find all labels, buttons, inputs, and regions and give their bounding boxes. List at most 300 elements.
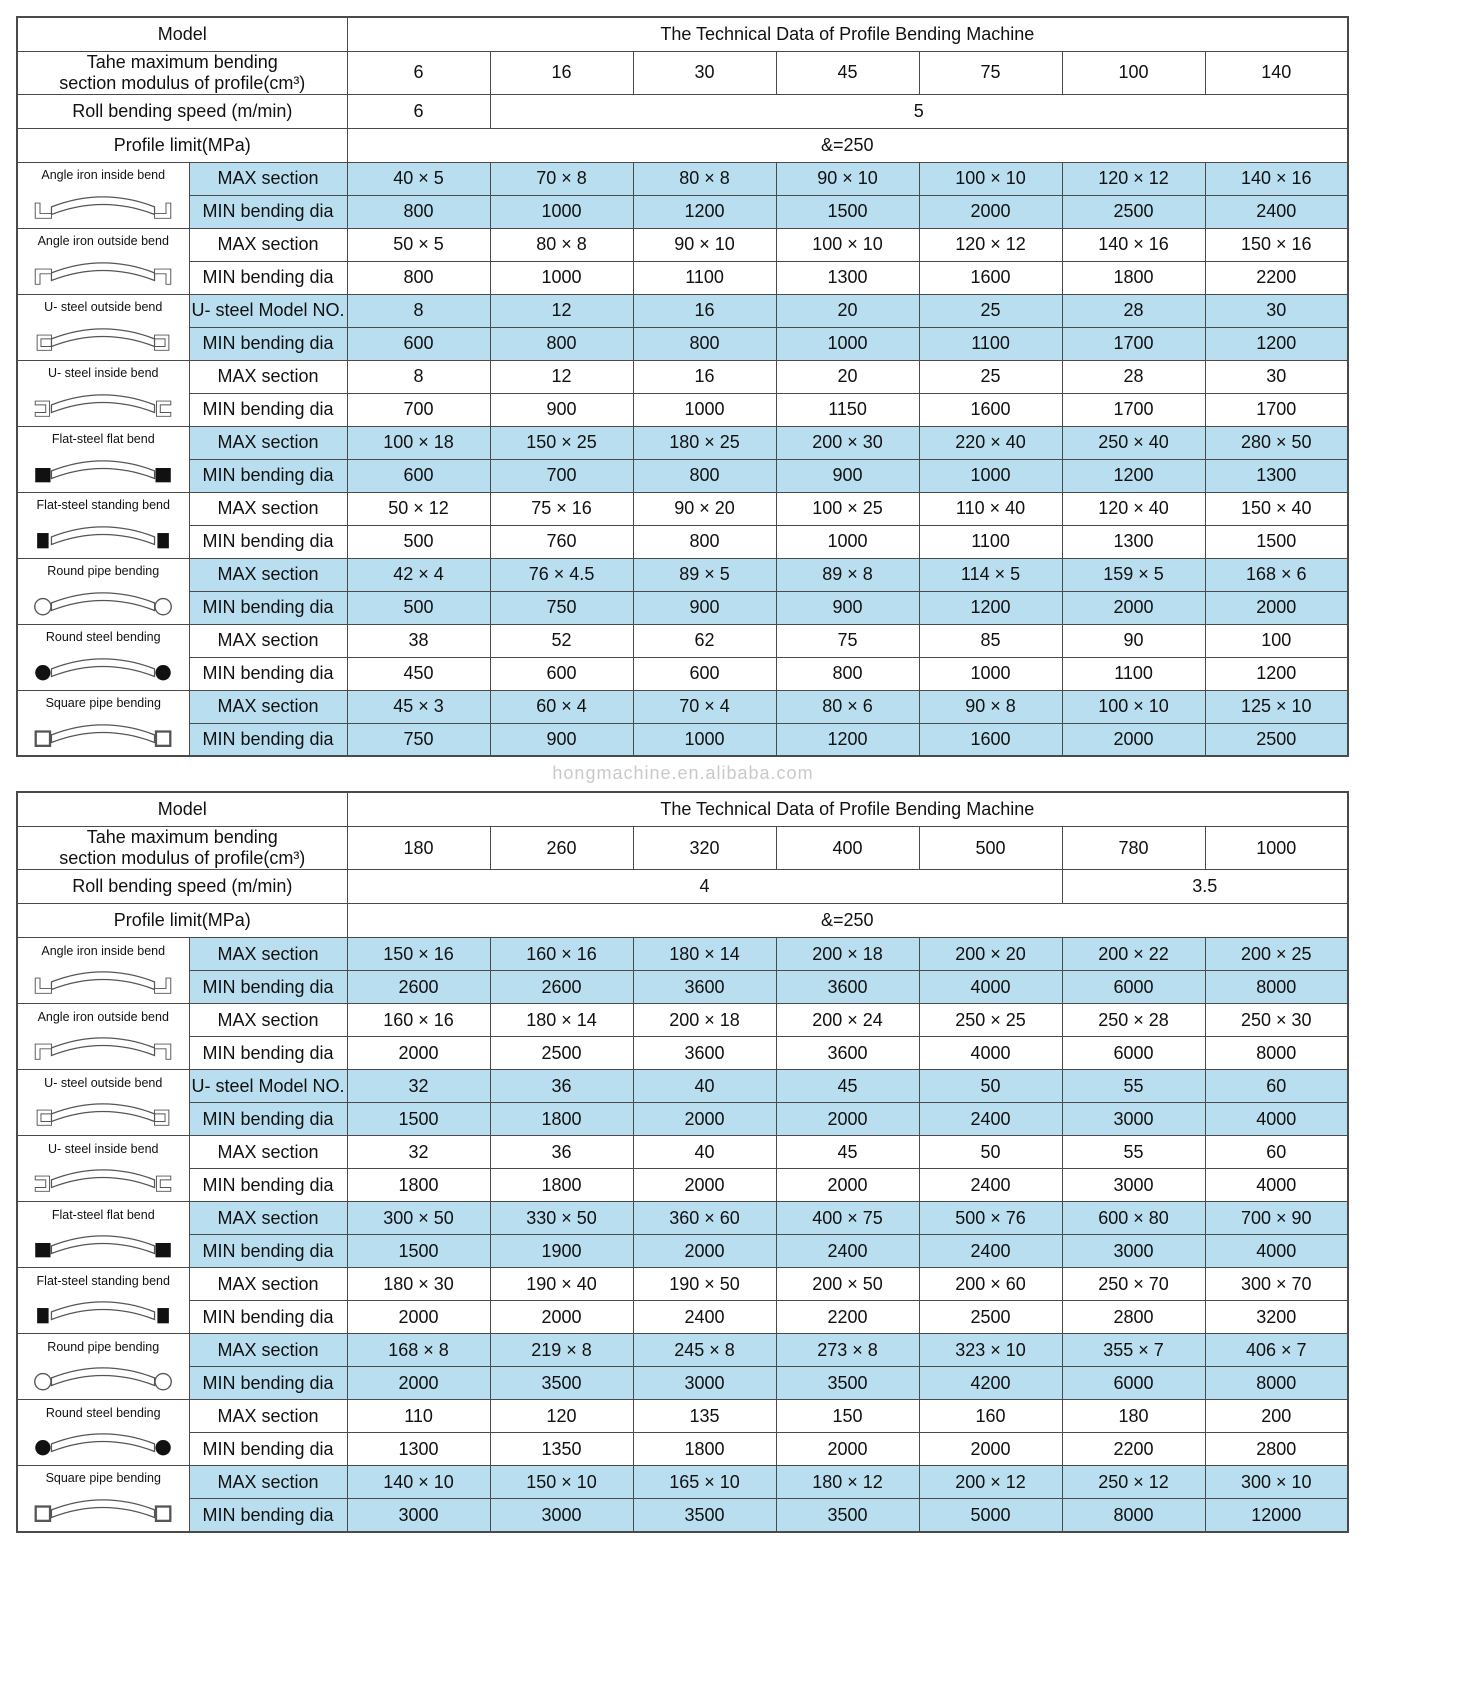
angle-iron-outside-bend-icon	[20, 249, 187, 291]
data-cell: 2400	[919, 1103, 1062, 1136]
data-cell: 100 × 10	[776, 228, 919, 261]
data-cell: 1600	[919, 393, 1062, 426]
limit-label: Profile limit(MPa)	[17, 904, 347, 938]
data-cell: 20	[776, 294, 919, 327]
data-cell: 8000	[1205, 971, 1348, 1004]
row-label: MIN bending dia	[189, 261, 347, 294]
data-cell: 8000	[1205, 1037, 1348, 1070]
modulus-value: 320	[633, 826, 776, 869]
data-cell: 600	[490, 657, 633, 690]
data-cell: 45	[776, 1136, 919, 1169]
row-label: MAX section	[189, 690, 347, 723]
data-cell: 3000	[347, 1499, 490, 1532]
row-label: MIN bending dia	[189, 393, 347, 426]
data-cell: 12000	[1205, 1499, 1348, 1532]
data-cell: 2000	[919, 195, 1062, 228]
row-label: MIN bending dia	[189, 971, 347, 1004]
data-cell: 2000	[347, 1367, 490, 1400]
data-cell: 250 × 70	[1062, 1268, 1205, 1301]
row-label: MIN bending dia	[189, 723, 347, 756]
data-cell: 900	[490, 393, 633, 426]
data-cell: 800	[347, 261, 490, 294]
data-cell: 2000	[1062, 591, 1205, 624]
data-cell: 190 × 50	[633, 1268, 776, 1301]
flat-steel-flat-bend-icon	[18, 447, 189, 489]
row-label: U- steel Model NO.	[189, 1070, 347, 1103]
modulus-value: 45	[776, 51, 919, 94]
data-cell: 1800	[490, 1169, 633, 1202]
row-label: MIN bending dia	[189, 327, 347, 360]
data-cell: 1200	[919, 591, 1062, 624]
data-cell: 900	[490, 723, 633, 756]
profile-cell	[17, 1466, 189, 1532]
data-cell: 1300	[347, 1433, 490, 1466]
data-cell: 2200	[1062, 1433, 1205, 1466]
data-cell: 219 × 8	[490, 1334, 633, 1367]
data-cell: 250 × 25	[919, 1004, 1062, 1037]
data-cell: 200 × 25	[1205, 938, 1348, 971]
spec-table-2	[16, 791, 1349, 1532]
data-cell: 4000	[1205, 1235, 1348, 1268]
data-cell: 32	[347, 1070, 490, 1103]
data-cell: 600	[347, 459, 490, 492]
data-cell: 2400	[776, 1235, 919, 1268]
data-cell: 190 × 40	[490, 1268, 633, 1301]
data-cell: 1600	[919, 261, 1062, 294]
data-cell: 150	[776, 1400, 919, 1433]
data-cell: 300 × 10	[1205, 1466, 1348, 1499]
data-cell: 20	[776, 360, 919, 393]
row-label: MAX section	[189, 162, 347, 195]
data-cell: 4200	[919, 1367, 1062, 1400]
data-cell: 3600	[633, 971, 776, 1004]
data-cell: 1800	[490, 1103, 633, 1136]
data-cell: 75	[776, 624, 919, 657]
data-cell: 50	[919, 1070, 1062, 1103]
data-cell: 900	[776, 591, 919, 624]
row-label: MAX section	[189, 938, 347, 971]
data-cell: 89 × 5	[633, 558, 776, 591]
flat-steel-flat-bend-icon	[18, 1222, 189, 1264]
data-cell: 140 × 16	[1205, 162, 1348, 195]
modulus-value: 6	[347, 51, 490, 94]
data-cell: 600	[633, 657, 776, 690]
data-cell: 90 × 8	[919, 690, 1062, 723]
profile-name: Round steel bending	[45, 630, 161, 645]
profile-name: U- steel inside bend	[48, 1141, 159, 1156]
data-cell: 28	[1062, 360, 1205, 393]
data-cell: 300 × 70	[1205, 1268, 1348, 1301]
data-cell: 2000	[919, 1433, 1062, 1466]
data-cell: 2400	[919, 1235, 1062, 1268]
profile-cell	[17, 1004, 189, 1070]
data-cell: 120 × 12	[919, 228, 1062, 261]
data-cell: 800	[490, 327, 633, 360]
data-cell: 40	[633, 1136, 776, 1169]
data-cell: 2200	[776, 1301, 919, 1334]
data-cell: 2800	[1205, 1433, 1348, 1466]
row-label: MAX section	[189, 1466, 347, 1499]
profile-name: U- steel outside bend	[44, 300, 163, 315]
u-steel-outside-bend-icon	[18, 1090, 189, 1132]
profile-name: Flat-steel standing bend	[36, 498, 170, 513]
profile-cell	[17, 1070, 189, 1136]
profile-name: Angle iron outside bend	[37, 1009, 169, 1024]
data-cell: 1150	[776, 393, 919, 426]
square-pipe-bending-icon	[18, 1486, 189, 1528]
data-cell: 4000	[919, 1037, 1062, 1070]
data-cell: 120 × 12	[1062, 162, 1205, 195]
data-cell: 220 × 40	[919, 426, 1062, 459]
modulus-label: Tahe maximum bending section modulus of profile(cm³)	[17, 826, 347, 869]
data-cell: 1500	[347, 1103, 490, 1136]
data-cell: 3600	[633, 1037, 776, 1070]
data-cell: 2600	[490, 971, 633, 1004]
data-cell: 1200	[1205, 657, 1348, 690]
data-cell: 2400	[1205, 195, 1348, 228]
profile-name: Square pipe bending	[45, 1471, 161, 1486]
modulus-value: 30	[633, 51, 776, 94]
data-cell: 76 × 4.5	[490, 558, 633, 591]
data-cell: 42 × 4	[347, 558, 490, 591]
data-cell: 1500	[1205, 525, 1348, 558]
row-label: MIN bending dia	[189, 1103, 347, 1136]
profile-name: Round pipe bending	[47, 564, 160, 579]
data-cell: 2000	[347, 1037, 490, 1070]
speed-value: 6	[347, 94, 490, 128]
speed-label: Roll bending speed (m/min)	[17, 94, 347, 128]
row-label: MIN bending dia	[189, 591, 347, 624]
data-cell: 3500	[490, 1367, 633, 1400]
profile-cell	[17, 1268, 189, 1334]
data-cell: 100 × 10	[1062, 690, 1205, 723]
data-cell: 160 × 16	[490, 938, 633, 971]
u-steel-inside-bend-icon	[20, 381, 187, 423]
data-cell: 2000	[776, 1433, 919, 1466]
data-cell: 36	[490, 1070, 633, 1103]
data-cell: 8000	[1062, 1499, 1205, 1532]
row-label: MIN bending dia	[189, 1169, 347, 1202]
profile-cell	[17, 624, 189, 690]
data-cell: 8000	[1205, 1367, 1348, 1400]
row-label: MAX section	[189, 1202, 347, 1235]
data-cell: 3000	[633, 1367, 776, 1400]
modulus-value: 140	[1205, 51, 1348, 94]
data-cell: 1700	[1205, 393, 1348, 426]
data-cell: 2000	[633, 1169, 776, 1202]
profile-name: Flat-steel flat bend	[51, 432, 155, 447]
row-label: MIN bending dia	[189, 1301, 347, 1334]
data-cell: 800	[633, 525, 776, 558]
profile-name: Flat-steel standing bend	[36, 1273, 170, 1288]
data-cell: 8	[347, 360, 490, 393]
data-cell: 200 × 22	[1062, 938, 1205, 971]
data-cell: 70 × 4	[633, 690, 776, 723]
data-cell: 3600	[776, 1037, 919, 1070]
row-label: MAX section	[189, 426, 347, 459]
data-cell: 200 × 18	[776, 938, 919, 971]
table-title: The Technical Data of Profile Bending Machine	[347, 792, 1348, 826]
row-label: MAX section	[189, 1334, 347, 1367]
data-cell: 750	[347, 723, 490, 756]
profile-name: U- steel inside bend	[48, 366, 159, 381]
data-cell: 1300	[1062, 525, 1205, 558]
profile-name: Flat-steel flat bend	[51, 1207, 155, 1222]
data-cell: 800	[633, 459, 776, 492]
data-cell: 1100	[919, 525, 1062, 558]
data-cell: 40 × 5	[347, 162, 490, 195]
data-cell: 100 × 25	[776, 492, 919, 525]
data-cell: 355 × 7	[1062, 1334, 1205, 1367]
data-cell: 1500	[347, 1235, 490, 1268]
data-cell: 3600	[776, 971, 919, 1004]
data-cell: 60 × 4	[490, 690, 633, 723]
data-cell: 330 × 50	[490, 1202, 633, 1235]
data-cell: 700	[490, 459, 633, 492]
data-cell: 3500	[776, 1367, 919, 1400]
data-cell: 250 × 12	[1062, 1466, 1205, 1499]
data-cell: 12	[490, 360, 633, 393]
data-cell: 120	[490, 1400, 633, 1433]
data-cell: 300 × 50	[347, 1202, 490, 1235]
data-cell: 1500	[776, 195, 919, 228]
data-cell: 3000	[1062, 1169, 1205, 1202]
data-cell: 3200	[1205, 1301, 1348, 1334]
data-cell: 100 × 10	[919, 162, 1062, 195]
data-cell: 8	[347, 294, 490, 327]
round-steel-bending-icon	[20, 645, 187, 687]
data-cell: 100	[1205, 624, 1348, 657]
data-cell: 1700	[1062, 327, 1205, 360]
data-cell: 1200	[1062, 459, 1205, 492]
data-cell: 30	[1205, 360, 1348, 393]
data-cell: 323 × 10	[919, 1334, 1062, 1367]
modulus-value: 500	[919, 826, 1062, 869]
data-cell: 200 × 50	[776, 1268, 919, 1301]
data-cell: 2000	[1062, 723, 1205, 756]
modulus-value: 100	[1062, 51, 1205, 94]
profile-cell	[17, 162, 189, 228]
data-cell: 200 × 18	[633, 1004, 776, 1037]
row-label: MIN bending dia	[189, 657, 347, 690]
modulus-label: Tahe maximum bending section modulus of profile(cm³)	[17, 51, 347, 94]
data-cell: 38	[347, 624, 490, 657]
data-cell: 50 × 12	[347, 492, 490, 525]
data-cell: 2000	[490, 1301, 633, 1334]
profile-cell	[17, 228, 189, 294]
data-cell: 4000	[1205, 1103, 1348, 1136]
data-cell: 1200	[633, 195, 776, 228]
data-cell: 400 × 75	[776, 1202, 919, 1235]
row-label: MAX section	[189, 228, 347, 261]
angle-iron-inside-bend-icon	[18, 958, 189, 1000]
data-cell: 159 × 5	[1062, 558, 1205, 591]
profile-cell	[17, 1400, 189, 1466]
speed-label: Roll bending speed (m/min)	[17, 870, 347, 904]
profile-cell	[17, 294, 189, 360]
data-cell: 1000	[919, 657, 1062, 690]
profile-cell	[17, 558, 189, 624]
data-cell: 85	[919, 624, 1062, 657]
data-cell: 273 × 8	[776, 1334, 919, 1367]
data-cell: 180 × 12	[776, 1466, 919, 1499]
data-cell: 900	[776, 459, 919, 492]
data-cell: 90	[1062, 624, 1205, 657]
data-cell: 30	[1205, 294, 1348, 327]
data-cell: 1800	[1062, 261, 1205, 294]
row-label: MAX section	[189, 558, 347, 591]
data-cell: 600	[347, 327, 490, 360]
data-cell: 150 × 10	[490, 1466, 633, 1499]
data-cell: 1900	[490, 1235, 633, 1268]
angle-iron-inside-bend-icon	[18, 183, 189, 225]
data-cell: 90 × 20	[633, 492, 776, 525]
watermark: hongmachine.en.alibaba.com	[552, 763, 814, 784]
row-label: MIN bending dia	[189, 195, 347, 228]
data-cell: 2000	[776, 1169, 919, 1202]
data-cell: 25	[919, 294, 1062, 327]
data-cell: 1350	[490, 1433, 633, 1466]
data-cell: 200 × 24	[776, 1004, 919, 1037]
data-cell: 120 × 40	[1062, 492, 1205, 525]
data-cell: 1000	[633, 723, 776, 756]
data-cell: 62	[633, 624, 776, 657]
limit-label: Profile limit(MPa)	[17, 128, 347, 162]
data-cell: 406 × 7	[1205, 1334, 1348, 1367]
row-label: MIN bending dia	[189, 1433, 347, 1466]
profile-cell	[17, 1202, 189, 1268]
data-cell: 900	[633, 591, 776, 624]
flat-steel-standing-bend-icon	[20, 513, 187, 555]
data-cell: 2500	[1062, 195, 1205, 228]
data-cell: 50	[919, 1136, 1062, 1169]
profile-cell	[17, 1136, 189, 1202]
spec-table-1	[16, 16, 1349, 757]
data-cell: 80 × 8	[490, 228, 633, 261]
row-label: MAX section	[189, 492, 347, 525]
data-cell: 12	[490, 294, 633, 327]
data-cell: 168 × 8	[347, 1334, 490, 1367]
limit-value: &=250	[347, 904, 1348, 938]
profile-cell	[17, 492, 189, 558]
data-cell: 200 × 20	[919, 938, 1062, 971]
modulus-value: 400	[776, 826, 919, 869]
data-cell: 180	[1062, 1400, 1205, 1433]
data-cell: 150 × 40	[1205, 492, 1348, 525]
limit-value: &=250	[347, 128, 1348, 162]
data-cell: 1000	[490, 261, 633, 294]
data-cell: 750	[490, 591, 633, 624]
data-cell: 16	[633, 360, 776, 393]
data-cell: 2500	[490, 1037, 633, 1070]
data-cell: 800	[633, 327, 776, 360]
speed-value: 5	[490, 94, 1348, 128]
data-cell: 760	[490, 525, 633, 558]
data-cell: 114 × 5	[919, 558, 1062, 591]
data-cell: 110 × 40	[919, 492, 1062, 525]
data-cell: 90 × 10	[633, 228, 776, 261]
data-cell: 500	[347, 525, 490, 558]
data-cell: 200 × 60	[919, 1268, 1062, 1301]
model-label: Model	[17, 17, 347, 51]
data-cell: 52	[490, 624, 633, 657]
profile-cell	[17, 360, 189, 426]
data-cell: 25	[919, 360, 1062, 393]
speed-value: 3.5	[1062, 870, 1348, 904]
profile-cell	[17, 426, 189, 492]
data-cell: 360 × 60	[633, 1202, 776, 1235]
row-label: MIN bending dia	[189, 525, 347, 558]
data-cell: 450	[347, 657, 490, 690]
row-label: MAX section	[189, 624, 347, 657]
data-cell: 800	[347, 195, 490, 228]
data-cell: 200	[1205, 1400, 1348, 1433]
row-label: MIN bending dia	[189, 459, 347, 492]
data-cell: 180 × 14	[633, 938, 776, 971]
row-label: MIN bending dia	[189, 1235, 347, 1268]
data-cell: 150 × 16	[1205, 228, 1348, 261]
profile-cell	[17, 938, 189, 1004]
data-cell: 6000	[1062, 1367, 1205, 1400]
data-cell: 3500	[633, 1499, 776, 1532]
data-cell: 110	[347, 1400, 490, 1433]
data-cell: 6000	[1062, 971, 1205, 1004]
data-cell: 55	[1062, 1136, 1205, 1169]
profile-name: Round pipe bending	[47, 1339, 160, 1354]
data-cell: 1100	[1062, 657, 1205, 690]
data-cell: 2000	[633, 1103, 776, 1136]
data-cell: 36	[490, 1136, 633, 1169]
data-cell: 2200	[1205, 261, 1348, 294]
flat-steel-standing-bend-icon	[20, 1288, 187, 1330]
data-cell: 2500	[1205, 723, 1348, 756]
modulus-value: 75	[919, 51, 1062, 94]
data-cell: 1000	[919, 459, 1062, 492]
data-cell: 6000	[1062, 1037, 1205, 1070]
model-label: Model	[17, 792, 347, 826]
profile-cell	[17, 690, 189, 756]
data-cell: 1100	[919, 327, 1062, 360]
profile-name: Angle iron inside bend	[41, 943, 166, 958]
data-cell: 250 × 40	[1062, 426, 1205, 459]
data-cell: 3000	[1062, 1235, 1205, 1268]
data-cell: 5000	[919, 1499, 1062, 1532]
modulus-value: 16	[490, 51, 633, 94]
data-cell: 1100	[633, 261, 776, 294]
data-cell: 160 × 16	[347, 1004, 490, 1037]
data-cell: 4000	[919, 971, 1062, 1004]
data-cell: 28	[1062, 294, 1205, 327]
modulus-value: 780	[1062, 826, 1205, 869]
profile-name: U- steel outside bend	[44, 1075, 163, 1090]
profile-name: Square pipe bending	[45, 695, 161, 710]
data-cell: 32	[347, 1136, 490, 1169]
data-cell: 16	[633, 294, 776, 327]
data-cell: 250 × 28	[1062, 1004, 1205, 1037]
table-title: The Technical Data of Profile Bending Machine	[347, 17, 1348, 51]
profile-name: Angle iron outside bend	[37, 234, 169, 249]
data-cell: 180 × 30	[347, 1268, 490, 1301]
data-cell: 245 × 8	[633, 1334, 776, 1367]
data-cell: 1800	[347, 1169, 490, 1202]
data-cell: 100 × 18	[347, 426, 490, 459]
round-pipe-bending-icon	[18, 579, 189, 621]
row-label: MAX section	[189, 1004, 347, 1037]
data-cell: 80 × 6	[776, 690, 919, 723]
data-cell: 40	[633, 1070, 776, 1103]
row-label: MIN bending dia	[189, 1367, 347, 1400]
row-label: MIN bending dia	[189, 1499, 347, 1532]
